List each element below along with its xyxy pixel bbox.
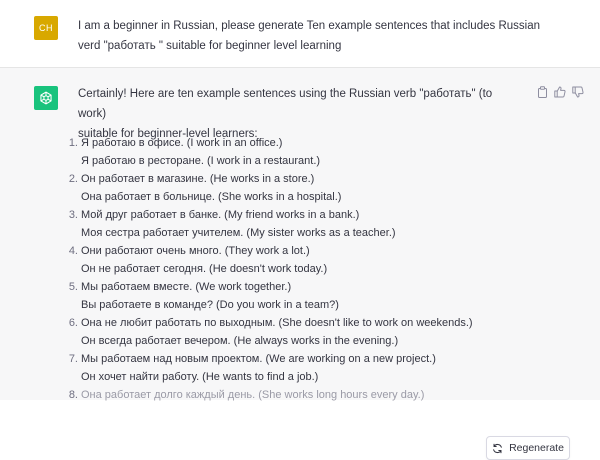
assistant-intro-line-2: suitable for beginner-level learners: [78,128,258,140]
sentence-line: Мой друг работает в банке. (My friend works in a bank.) [81,209,360,221]
sentence-line: Мы работаем над новым проектом. (We are working on a new project.) [81,353,436,365]
sentence-line: Она работает в больнице. (She works in a hospital.) [81,191,342,203]
user-message-line-1: I am a beginner in Russian, please generate Ten example sentences that includes Russian [78,20,540,32]
list-item-number: 5. [68,281,78,293]
list-item-number: 1. [68,137,78,149]
sentence-line: Она работает долго каждый день. (She works long hours every day.) [81,389,425,401]
list-item [64,170,534,206]
sentence-line: Он работает в магазине. (He works in a store.) [81,173,315,185]
sentence-line: Вы работаете в команде? (Do you work in a team?) [81,299,339,311]
user-message-text [78,16,548,56]
list-item [64,386,534,404]
thumbs-down-icon[interactable] [572,86,584,98]
user-avatar-initials: CH [39,23,53,33]
user-avatar [34,16,58,40]
refresh-icon [492,443,503,454]
message-actions [536,86,584,98]
list-item [64,314,534,350]
sentence-line: Я работаю в ресторане. (I work in a restaurant.) [81,155,321,167]
sentence-line: Он не работает сегодня. (He doesn't work today.) [81,263,328,275]
openai-logo-icon [34,86,58,110]
list-item [64,350,534,386]
clipboard-icon[interactable] [536,86,548,98]
regenerate-button[interactable] [486,436,570,460]
list-item-number: 6. [68,317,78,329]
list-item [64,134,534,170]
list-item [64,206,534,242]
assistant-intro-line-1: Certainly! Here are ten example sentences using the Russian verb "работать" (to work) [78,88,493,120]
assistant-message [0,68,600,454]
sentence-line: Мы работаем вместе. (We work together.) [81,281,292,293]
list-item-number: 8. [68,389,78,401]
sentence-line: Она не любит работать по выходным. (She doesn't like to work on weekends.) [81,317,473,329]
sentence-line: Он хочет найти работу. (He wants to find a job.) [81,371,319,383]
sentence-line: Я работаю в офисе. (I work in an office.) [81,137,283,149]
sentence-line: Моя сестра работает учителем. (My sister works as a teacher.) [81,227,396,239]
list-item-number: 2. [68,173,78,185]
list-item-number: 7. [68,353,78,365]
example-sentence-list [64,134,534,404]
regenerate-label: Regenerate [509,442,564,454]
list-item-number: 4. [68,245,78,257]
thumbs-up-icon[interactable] [554,86,566,98]
sentence-line: Они работают очень много. (They work a lot.) [81,245,310,257]
user-message [0,0,600,68]
list-item-number: 3. [68,209,78,221]
list-item [64,278,534,314]
sentence-line: Он всегда работает вечером. (He always works in the evening.) [81,335,399,347]
list-item [64,242,534,278]
user-message-line-2: verd "работать " suitable for beginner level learning [78,40,342,52]
